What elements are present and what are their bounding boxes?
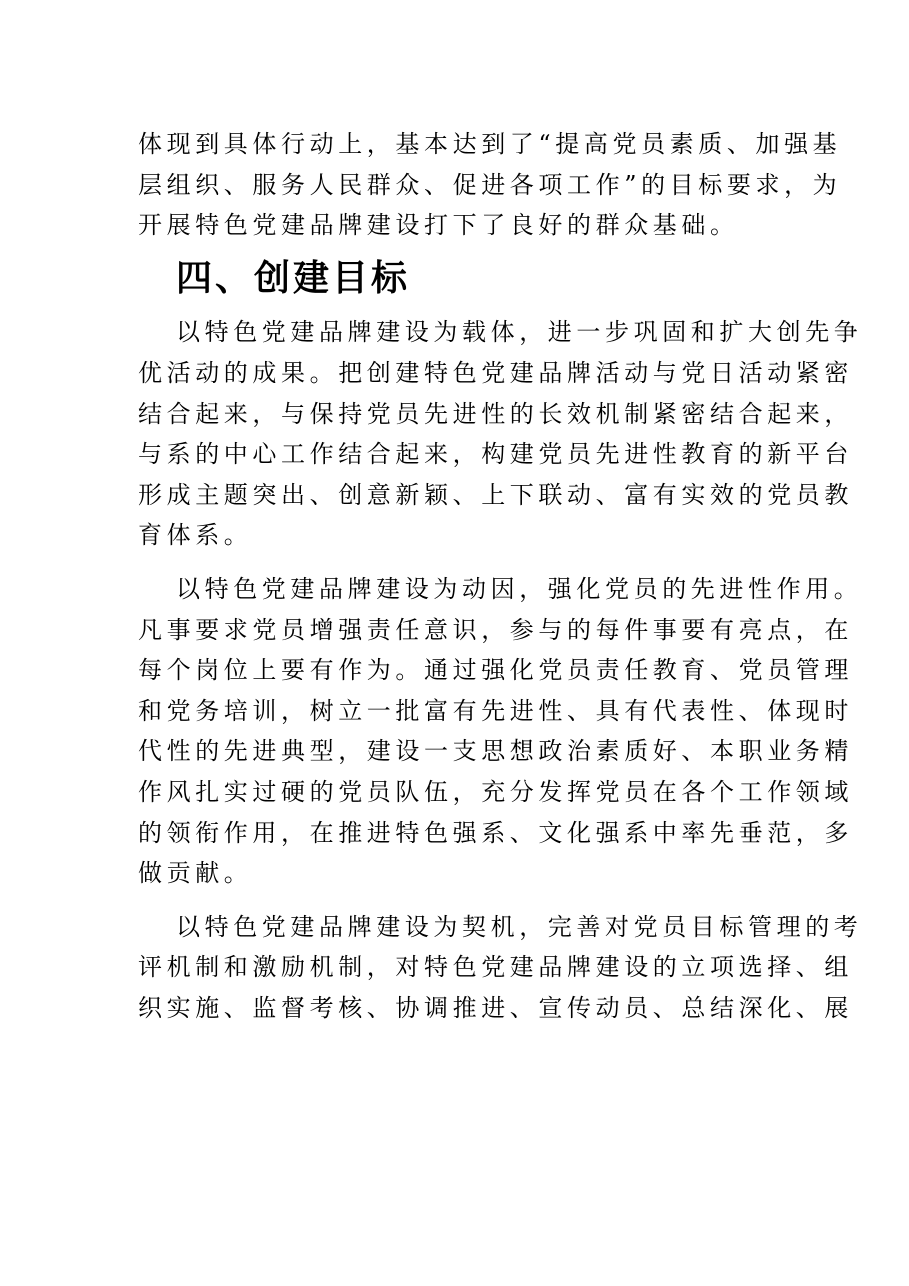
text-line: 凡事要求党员增强责任意识，参与的每件事要有亮点，在	[138, 615, 853, 644]
text-line: 作风扎实过硬的党员队伍，充分发挥党员在各个工作领域	[138, 777, 853, 806]
text-line: 和党务培训，树立一批富有先进性、具有代表性、体现时	[138, 696, 853, 725]
paragraph-continuation	[138, 124, 842, 246]
text-line: 每个岗位上要有作为。通过强化党员责任教育、党员管理	[138, 656, 853, 685]
paragraph-carrier	[138, 312, 863, 556]
text-line: 优活动的成果。把创建特色党建品牌活动与党日活动紧密	[138, 358, 853, 387]
text-line: 结合起来，与保持党员先进性的长效机制紧密结合起来，	[138, 399, 853, 428]
text-line: 织实施、监督考核、协调推进、宣传动员、总结深化、展	[138, 993, 853, 1022]
document-body	[138, 124, 863, 1028]
text-line: 与系的中心工作结合起来，构建党员先进性教育的新平台	[138, 440, 853, 469]
text-line: 以特色党建品牌建设为契机，完善对党员目标管理的考	[176, 912, 863, 941]
text-line: 以特色党建品牌建设为动因，强化党员的先进性作用。	[176, 574, 863, 603]
text-line: 代性的先进典型，建设一支思想政治素质好、本职业务精	[138, 737, 853, 766]
text-line: 育体系。	[138, 521, 253, 550]
paragraph-opportunity	[138, 907, 863, 1029]
text-line: 形成主题突出、创意新颖、上下联动、富有实效的党员教	[138, 480, 853, 509]
text-line: 以特色党建品牌建设为载体，进一步巩固和扩大创先争	[176, 318, 863, 347]
text-line: 体现到具体行动上，基本达到了“提高党员素质、加强基	[138, 130, 842, 158]
text-line: 评机制和激励机制，对特色党建品牌建设的立项选择、组	[138, 953, 853, 982]
text-line: 的领衔作用，在推进特色强系、文化强系中率先垂范，多	[138, 818, 853, 847]
text-line: 做贡献。	[138, 859, 253, 888]
text-line: 层组织、服务人民群众、促进各项工作”的目标要求，为	[138, 170, 842, 199]
paragraph-motivation	[138, 569, 863, 894]
section-heading: 四、创建目标	[176, 257, 411, 299]
text-line: 开展特色党建品牌建设打下了良好的群众基础。	[138, 211, 739, 240]
